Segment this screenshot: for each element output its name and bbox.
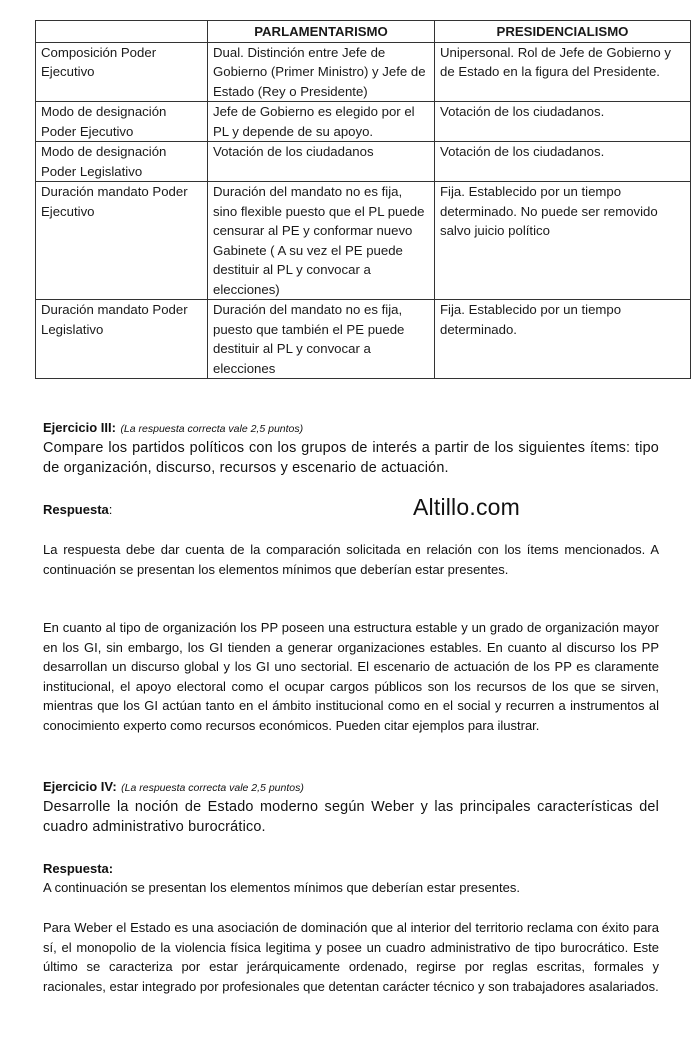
table-header-empty [36, 21, 208, 43]
exercise-4-answer-heading [43, 860, 659, 878]
row-label: Duración mandato Poder Legislativo [36, 300, 208, 379]
exercise-3-title: Ejercicio III: [43, 420, 116, 435]
exercise-3-answer-heading [43, 501, 659, 519]
cell-parlamentarismo: Jefe de Gobierno es elegido por el PL y depende de su apoyo. [208, 102, 435, 142]
altillo-watermark: Altillo.com [413, 494, 521, 520]
exercise-3-score-note: (La respuesta correcta vale 2,5 puntos) [120, 423, 304, 435]
table-row [36, 102, 691, 142]
row-label: Composición Poder Ejecutivo [36, 42, 208, 102]
exercise-4-answer-label: Respuesta: [43, 861, 114, 876]
cell-presidencialismo: Unipersonal. Rol de Jefe de Gobierno y de Estado en la figura del Presidente. [435, 42, 691, 102]
exercise-3-answer-colon: : [108, 502, 113, 517]
exercise-3-answer-label: Respuesta [43, 502, 109, 517]
exercise-4-question: Desarrolle la noción de Estado moderno según Weber y las principales características del cuadro administrativo burocrático. [43, 799, 659, 835]
table-header-parlamentarismo: PARLAMENTARISMO [208, 21, 435, 43]
cell-presidencialismo: Votación de los ciudadanos. [435, 102, 691, 142]
exercise-3-heading [43, 419, 659, 437]
exercise-4-answer-body: Para Weber el Estado es una asociación de dominación que al interior del territorio reclama con éxito para sí, el monopolio de la violencia física legitima y posee un cuadro administrativo de tipo burocrático. Este último se caracteriza por estar jerárquicamente ordenado, regirse por reglas escritas, formales y racionales, estar integrado por profesionales que detentan carácter técnico y son trabajadores asalariados. [43, 920, 659, 994]
cell-parlamentarismo: Duración del mandato no es fija, sino flexible puesto que el PL puede censurar al PE y conformar nuevo Gabinete ( A su vez el PE puede destituir al PL y convocar a elecciones) [208, 182, 435, 300]
cell-presidencialismo: Fija. Establecido por un tiempo determinado. No puede ser removido salvo juicio político [435, 182, 691, 300]
table-header-row [36, 21, 691, 43]
cell-parlamentarismo: Duración del mandato no es fija, puesto que también el PE puede destituir al PL y convocar a elecciones [208, 300, 435, 379]
comparison-table [35, 20, 691, 379]
exercise-3-answer-intro: La respuesta debe dar cuenta de la comparación solicitada en relación con los ítems mencionados. A continuación se presentan los elementos mínimos que deberían estar presentes. [43, 542, 659, 577]
cell-presidencialismo: Fija. Establecido por un tiempo determinado. [435, 300, 691, 379]
exercise-4-score-note: (La respuesta correcta vale 2,5 puntos) [121, 782, 304, 794]
exercise-4-answer-intro: A continuación se presentan los elementos mínimos que deberían estar presentes. [43, 880, 520, 895]
cell-parlamentarismo: Votación de los ciudadanos [208, 142, 435, 182]
table-header-presidencialismo: PRESIDENCIALISMO [435, 21, 691, 43]
cell-parlamentarismo: Dual. Distinción entre Jefe de Gobierno (Primer Ministro) y Jefe de Estado (Rey o Presidente) [208, 42, 435, 102]
table-row [36, 42, 691, 102]
exercise-3-question: Compare los partidos políticos con los grupos de interés a partir de los siguientes ítems: tipo de organización, discurso, recursos y escenario de actuación. [43, 440, 659, 476]
row-label: Modo de designación Poder Legislativo [36, 142, 208, 182]
table-row [36, 300, 691, 379]
cell-presidencialismo: Votación de los ciudadanos. [435, 142, 691, 182]
row-label: Modo de designación Poder Ejecutivo [36, 102, 208, 142]
row-label: Duración mandato Poder Ejecutivo [36, 182, 208, 300]
table-row [36, 142, 691, 182]
table-row [36, 182, 691, 300]
exercise-4-title: Ejercicio IV: [43, 779, 117, 794]
exercise-3-answer-body: En cuanto al tipo de organización los PP poseen una estructura estable y un grado de organización mayor en los GI, sin embargo, los GI tienden a generar organizaciones estables. En cuanto al discurso los PP desarrollan un discurso global y los GI uno sectorial. El escenario de actuación de los PP es claramente institucional, el apoyo electoral como el ocupar cargos públicos son los recursos de los que se sirven, mientras que los GI actúan tanto en el ámbito institucional como en el social y recurren a instrumentos al conocimiento experto como recursos económicos. Pueden citar ejemplos para ilustrar. [43, 620, 659, 733]
exercise-4-heading [43, 778, 659, 796]
